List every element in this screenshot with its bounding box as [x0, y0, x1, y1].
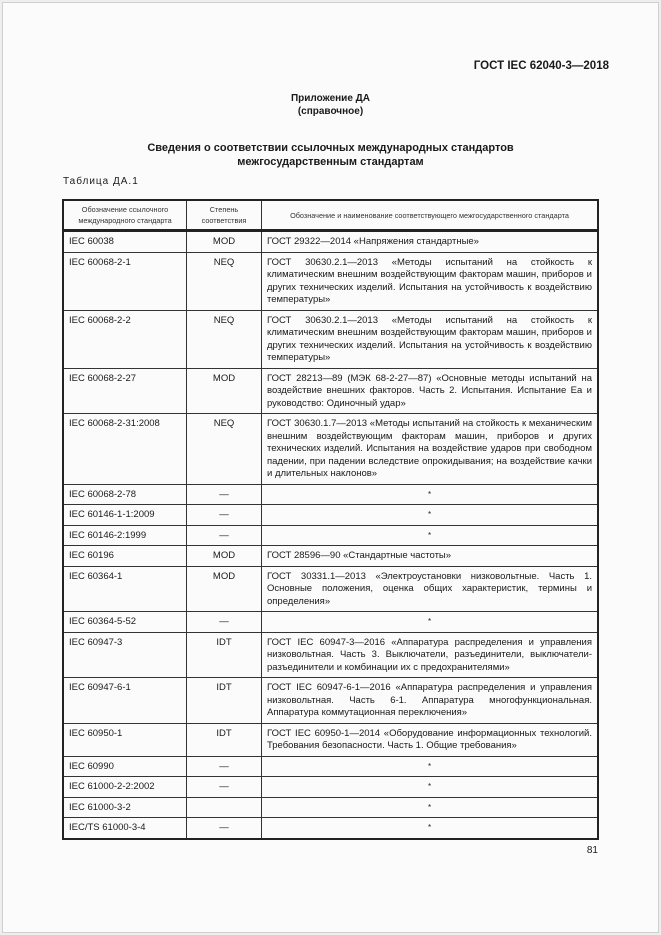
gost-standard-cell: ГОСТ 28213—89 (МЭК 68-2-27—87) «Основные методы испытаний на воздействие внешних факторов. Часть 2. Испытания. Испытание Еа и руководство: Одиночный удар»: [262, 368, 599, 414]
table-row: [63, 756, 598, 777]
gost-standard-cell: ГОСТ IEC 60950-1—2014 «Оборудование информационных технологий. Требования безопасности. Часть 1. Общие требования»: [262, 723, 599, 756]
table-caption: Таблица ДА.1: [63, 176, 139, 187]
gost-standard-cell: *: [262, 777, 599, 798]
table-row: [63, 612, 598, 633]
header-ref-standard: Обозначение ссылочного международного стандарта: [63, 200, 187, 231]
ref-standard-cell: IEC 60364-5-52: [63, 612, 187, 633]
table-header-row: [63, 200, 598, 231]
gost-standard-cell: ГОСТ 28596—90 «Стандартные частоты»: [262, 546, 599, 567]
degree-cell: MOD: [187, 566, 262, 612]
degree-cell: MOD: [187, 231, 262, 253]
table-row: [63, 525, 598, 546]
degree-cell: NEQ: [187, 310, 262, 368]
gost-standard-cell: ГОСТ 30630.2.1—2013 «Методы испытаний на стойкость к климатическим внешним воздействующим факторам машин, приборов и других технических изделий. Испытания на устойчивость к воздействию температуры»: [262, 252, 599, 310]
degree-cell: —: [187, 505, 262, 526]
section-title-line1: Сведения о соответствии ссылочных международных стандартов: [147, 142, 514, 154]
ref-standard-cell: IEC 60068-2-1: [63, 252, 187, 310]
table-row: [63, 818, 598, 839]
gost-standard-cell: ГОСТ 30630.1.7—2013 «Методы испытаний на стойкость к механическим внешним воздействующим факторам машин, приборов и других технических изделий. Испытания на воздействие ударов при свободном падении, при падении вследствие опрокидывания; на воздействие качки и длительных наклонов»: [262, 414, 599, 485]
gost-standard-cell: ГОСТ 30331.1—2013 «Электроустановки низковольтные. Часть 1. Основные положения, оценка общих характеристик, термины и определения»: [262, 566, 599, 612]
degree-cell: NEQ: [187, 252, 262, 310]
table-row: [63, 414, 598, 485]
appendix-heading: [0, 92, 661, 118]
degree-cell: —: [187, 756, 262, 777]
section-title: [0, 141, 661, 169]
table-row: [63, 566, 598, 612]
table-row: [63, 546, 598, 567]
appendix-subtitle: (справочное): [297, 106, 364, 117]
ref-standard-cell: IEC 60364-1: [63, 566, 187, 612]
ref-standard-cell: IEC 60990: [63, 756, 187, 777]
gost-standard-cell: *: [262, 484, 599, 505]
table-row: [63, 777, 598, 798]
table-row: [63, 723, 598, 756]
ref-standard-cell: IEC 60950-1: [63, 723, 187, 756]
degree-cell: —: [187, 525, 262, 546]
ref-standard-cell: IEC 60146-1-1:2009: [63, 505, 187, 526]
appendix-title: Приложение ДА: [290, 93, 371, 104]
ref-standard-cell: IEC 60146-2:1999: [63, 525, 187, 546]
degree-cell: IDT: [187, 632, 262, 678]
correspondence-table: [62, 199, 599, 840]
ref-standard-cell: IEC 60947-6-1: [63, 678, 187, 724]
gost-standard-cell: ГОСТ 30630.2.1—2013 «Методы испытаний на стойкость к климатическим внешним воздействующим факторам машин, приборов и других технических изделий. Испытания на устойчивость к воздействию температуры»: [262, 310, 599, 368]
ref-standard-cell: IEC 60196: [63, 546, 187, 567]
degree-cell: MOD: [187, 368, 262, 414]
gost-standard-cell: ГОСТ 29322—2014 «Напряжения стандартные»: [262, 231, 599, 253]
gost-standard-cell: ГОСТ IEC 60947-6-1—2016 «Аппаратура распределения и управления низковольтная. Часть 6-1. Аппаратура многофункциональная. Аппаратура коммутационная переключения»: [262, 678, 599, 724]
table-row: [63, 505, 598, 526]
ref-standard-cell: IEC 60068-2-31:2008: [63, 414, 187, 485]
ref-standard-cell: IEC/TS 61000-3-4: [63, 818, 187, 839]
table-row: [63, 678, 598, 724]
table-row: [63, 252, 598, 310]
table-row: [63, 797, 598, 818]
gost-standard-cell: *: [262, 525, 599, 546]
gost-standard-cell: *: [262, 756, 599, 777]
ref-standard-cell: IEC 60068-2-2: [63, 310, 187, 368]
degree-cell: —: [187, 818, 262, 839]
ref-standard-cell: IEC 60038: [63, 231, 187, 253]
degree-cell: —: [187, 777, 262, 798]
section-title-line2: межгосударственным стандартам: [237, 156, 424, 168]
gost-standard-cell: *: [262, 505, 599, 526]
table-row: [63, 368, 598, 414]
document-code: ГОСТ IEC 62040-3—2018: [473, 60, 609, 72]
degree-cell: [187, 797, 262, 818]
header-gost-standard: Обозначение и наименование соответствующего межгосударственного стандарта: [262, 200, 599, 231]
page-number: 81: [586, 845, 598, 856]
ref-standard-cell: IEC 60947-3: [63, 632, 187, 678]
table-row: [63, 484, 598, 505]
table-row: [63, 632, 598, 678]
gost-standard-cell: *: [262, 818, 599, 839]
ref-standard-cell: IEC 60068-2-27: [63, 368, 187, 414]
ref-standard-cell: IEC 61000-2-2:2002: [63, 777, 187, 798]
degree-cell: IDT: [187, 678, 262, 724]
ref-standard-cell: IEC 60068-2-78: [63, 484, 187, 505]
degree-cell: —: [187, 484, 262, 505]
gost-standard-cell: ГОСТ IEC 60947-3—2016 «Аппаратура распределения и управления низковольтная. Часть 3. Выключатели, разъединители, выключатели-разъединители и комбинации их с предохранителями»: [262, 632, 599, 678]
degree-cell: IDT: [187, 723, 262, 756]
degree-cell: NEQ: [187, 414, 262, 485]
table-row: [63, 310, 598, 368]
header-degree: Степень соответствия: [187, 200, 262, 231]
degree-cell: —: [187, 612, 262, 633]
gost-standard-cell: *: [262, 797, 599, 818]
degree-cell: MOD: [187, 546, 262, 567]
ref-standard-cell: IEC 61000-3-2: [63, 797, 187, 818]
table-row: [63, 231, 598, 253]
gost-standard-cell: *: [262, 612, 599, 633]
